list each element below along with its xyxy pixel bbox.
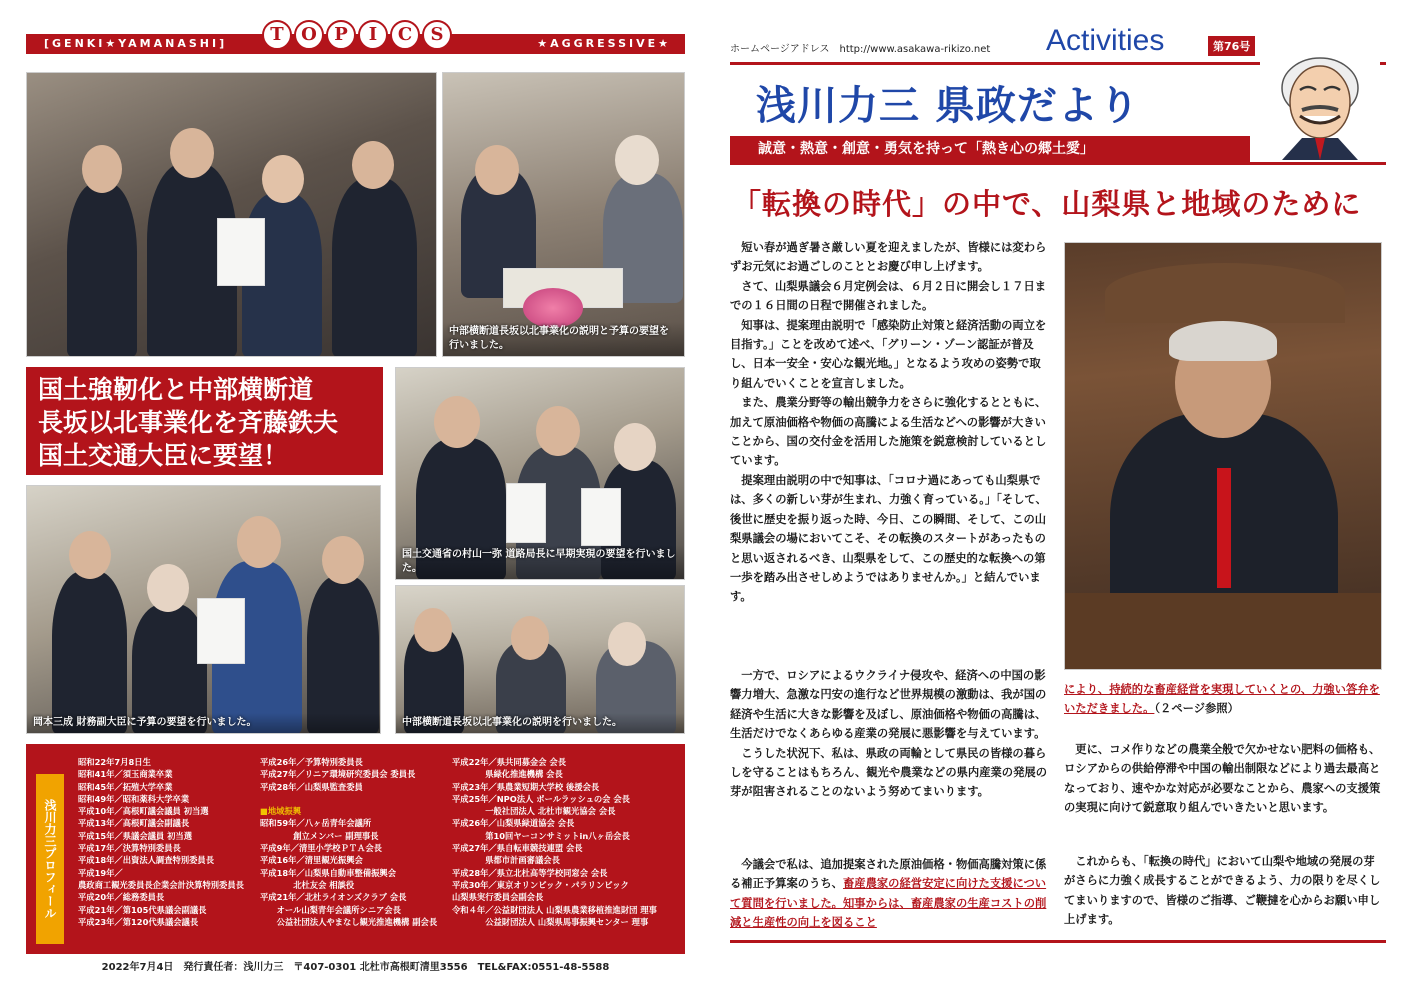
publisher-footer: 2022年7月4日 発行責任者：浅川力三 〒407-0301 北杜市高根町清里3556 TEL&FAX:0551-48-5588	[101, 962, 610, 973]
profile-entry: 平成21年／第105代県議会副議長	[78, 904, 207, 915]
profile-entry: 平成27年／県自転車競技連盟 会長	[452, 843, 583, 854]
headline-line: 国土強靭化と中部横断道	[38, 375, 314, 404]
profile-entry: 平成23年／第120代県議会議長	[78, 916, 199, 927]
profile-entry: 平成18年／山梨県自動車整備振興会	[260, 867, 397, 878]
profile-entry: 平成15年／県議会議員 初当選	[78, 830, 192, 841]
article-paragraph: 短い春が過ぎ暑さ厳しい夏を迎えましたが、皆様には変わらずお元気にお過ごしのこととお慶び申し上げます。	[730, 241, 1047, 274]
profile-entry: 平成27年／リニア環境研究委員会 委員長	[260, 769, 416, 780]
profile-entry: 創立メンバー 副理事長	[260, 830, 379, 841]
profile-section-heading: ■地域振興	[260, 806, 302, 817]
profile-entry: 平成26年／山梨県緑道協会 会長	[452, 818, 575, 829]
topics-letter: T	[262, 20, 292, 50]
profile-entry: 山梨県実行委員会副会長	[452, 892, 544, 903]
profile-entry: 県緑化推進機構 会長	[452, 769, 563, 780]
profile-entry: 公益社団法人やまなし観光推進機構 副会長	[260, 916, 438, 927]
header-rule-lower	[730, 162, 1386, 165]
page-reference: （２ページ参照）	[1154, 702, 1239, 716]
profile-entry: 平成19年／	[78, 867, 123, 878]
photo-vice-minister	[26, 485, 381, 734]
photo-caption: 国土交通省の村山一弥 道路局長に早期実現の要望を行いました。	[396, 545, 684, 579]
activities-label: Activities	[1046, 24, 1165, 57]
photo-road-bureau	[395, 367, 685, 580]
article-paragraph: 知事は、提案理由説明で「感染防止対策と経済活動の両立を目指す。」ことを改めて述べ、「グリーン・ゾーン認証が普及し、日本一安全・安心な観光地。」となるよう攻めの姿勢で取り組んでいくことを宣言しました。	[730, 318, 1047, 390]
profile-column-3	[452, 756, 657, 928]
article-paragraph: こうした状況下、私は、県政の両輪として県民の皆様の暮らしを守ることはもちろん、観光や農業などの県内産業の発展の芽が阻害されることのないよう努めてまいります。	[730, 746, 1047, 799]
profile-entry: 昭和59年／八ヶ岳青年会議所	[260, 818, 372, 829]
photo-caption: 岡本三成 財務副大臣に予算の要望を行いました。	[27, 713, 380, 733]
profile-entry: 昭和41年／須玉商業卒業	[78, 769, 173, 780]
article-column-right	[1064, 740, 1382, 818]
profile-entry: 平成18年／出資法人調査特別委員長	[78, 855, 215, 866]
newsletter-title: 浅川力三 県政だより	[756, 83, 1140, 129]
profile-entry: 平成16年／清里観光振興会	[260, 855, 363, 866]
issue-number: 第76号	[1208, 36, 1255, 56]
article-paragraph: 一方で、ロシアによるウクライナ侵攻や、経済への中国の影響力増大、急激な円安の進行など世界規模の激動は、我が国の経済や生活に大きな影響を及ぼし、原油価格や物価の高騰は、生活だけでなくあらゆる産業の発展に悪影響を与えています。	[730, 669, 1047, 741]
profile-entry: 昭和22年7月8日生	[78, 757, 151, 767]
profile-title: 浅川力三プロフィール	[36, 774, 64, 944]
article-paragraph: 提案理由説明の中で知事は、「コロナ過にあっても山梨県では、多くの新しい芽が生まれ、力強く育っている。」「そして、後世に歴史を振り返った時、今日、この瞬間、そして、この山梨県議会の場においてこそ、その転換のスタートがあったものと思い返されるべき、山梨県をして、この歴史的な転換への第一歩を踏み出させしめようではありませんか。」と結んでいます。	[730, 473, 1047, 604]
article-paragraph: これからも、「転換の時代」において山梨や地域の発展の芽がさらに力強く成長することができるよう、力の限りを尽くしてまいりますので、皆様のご指導、ご鞭撻を心からお願い申し上げます。	[1064, 855, 1381, 927]
article-column-left-lower	[730, 666, 1048, 802]
profile-entry: 令和４年／公益財団法人 山梨県農業移植推進財団 理事	[452, 904, 657, 915]
highlighted-text: により、持続的な畜産経営を実現していくとの、力強い答弁をいただきました。	[1064, 683, 1380, 716]
highlighted-text: 畜産農家の経営安定に向けた支援について質問を行いました。知事からは、畜産農家の生産コストの削減と生産性の向上を図ること	[730, 877, 1047, 930]
photo-briefing	[442, 72, 685, 357]
profile-entry: 平成25年／NPO法人 ポールラッシュの会 会長	[452, 793, 630, 804]
profile-entry: 平成28年／県立北杜高等学校同窓会 会長	[452, 867, 608, 878]
photo-explanation	[395, 585, 685, 734]
topics-letter: O	[294, 20, 324, 50]
profile-entry: 農政商工観光委員長企業会計決算特別委員長	[78, 879, 244, 890]
profile-entry: オール山梨青年会議所シニア会長	[260, 904, 401, 915]
caricature-portrait	[1260, 40, 1380, 160]
caricature-icon	[1260, 40, 1380, 160]
profile-entry: 平成21年／北杜ライオンズクラブ 会長	[260, 892, 407, 903]
article-column-right-bottom	[1064, 852, 1382, 930]
profile-column-2	[260, 756, 437, 928]
headline-box	[26, 367, 383, 475]
profile-entry: 平成9年／清里小学校ＰＴＡ会長	[260, 843, 382, 854]
profile-entry: 平成28年／山梨県監査委員	[260, 781, 363, 792]
topics-letter: S	[422, 20, 452, 50]
photo-caption: 中部横断道長坂以北事業化の説明を行いました。	[396, 713, 684, 733]
profile-entry: 公益財団法人 山梨県馬事振興センター 理事	[452, 916, 649, 927]
profile-entry: 平成23年／県農業短期大学校 後援会長	[452, 781, 600, 792]
photo-assembly-speech	[1064, 242, 1382, 670]
profile-entry: 平成30年／東京オリンピック・パラリンピック	[452, 879, 629, 890]
profile-panel	[26, 744, 685, 954]
profile-entry: 平成10年／高根町議会議員 初当選	[78, 806, 209, 817]
topics-letter: P	[326, 20, 356, 50]
profile-entry: 昭和45年／拓殖大学卒業	[78, 781, 173, 792]
topics-logo	[262, 20, 452, 50]
photo-caption: 中部横断道長坂以北事業化の説明と予算の要望を行いました。	[443, 322, 684, 356]
topics-letter: I	[358, 20, 388, 50]
article-paragraph: 更に、コメ作りなどの農業全般で欠かせない肥料の価格も、ロシアからの供給停滞や中国の輸出制限などにより過去最高となっており、速やかな対応が必要なことから、農家への支援策の実現に向けて鋭意取り組んでいきたいと思います。	[1064, 743, 1381, 815]
profile-entry: 第10回ヤーコンサミットin八ヶ岳会長	[452, 830, 630, 841]
article-paragraph: また、農業分野等の輸出競争力をさらに強化するとともに、加えて原油価格や物価の高騰による生活などへの影響が大きいことから、国の交付金を活用した施策を鋭意検討しているとしています。	[730, 396, 1047, 468]
footer-rule	[730, 940, 1386, 943]
photo-meeting-minister	[26, 72, 437, 357]
topics-letter: C	[390, 20, 420, 50]
headline-line: 国土交通大臣に要望！	[38, 441, 289, 470]
profile-entry: 北杜友会 相談役	[260, 879, 355, 890]
article-column-left	[730, 238, 1048, 607]
article-column-right-top	[1064, 680, 1382, 719]
banner-right-text: ★AGGRESSIVE★	[537, 37, 671, 50]
banner-left-text: [GENKI★YAMANASHI]	[44, 37, 228, 50]
headline-line: 長坂以北事業化を斉藤鉄夫	[38, 408, 339, 437]
profile-entry: 平成26年／予算特別委員長	[260, 757, 363, 767]
profile-entry: 一般社団法人 北杜市観光協会 会長	[452, 806, 616, 817]
article-paragraph: 今議会で私は、追加提案された原油価格・物価高騰対策に係る補正予算案のうち、	[730, 858, 1047, 891]
profile-entry: 平成20年／総務委員長	[78, 892, 165, 903]
profile-entry: 平成22年／県共同募金会 会長	[452, 757, 566, 767]
profile-entry: 平成17年／決算特別委員長	[78, 843, 181, 854]
article-column-left-bottom	[730, 855, 1048, 933]
profile-entry: 県都市計画審議会長	[452, 855, 560, 866]
tagline: 誠意・熱意・創意・勇気を持って「熱き心の郷土愛」	[730, 136, 1250, 162]
homepage-address: ホームページアドレス http://www.asakawa-rikizo.net	[730, 44, 991, 55]
article-headline: 「転換の時代」の中で、山梨県と地域のために	[732, 187, 1362, 221]
profile-column-1	[78, 756, 244, 928]
profile-entry	[260, 793, 437, 805]
profile-entry: 昭和49年／昭和薬科大学卒業	[78, 793, 190, 804]
article-paragraph: さて、山梨県議会６月定例会は、６月２日に開会し１７日までの１６日間の日程で開催されました。	[730, 279, 1047, 313]
profile-entry: 平成13年／高根町議会副議長	[78, 818, 190, 829]
